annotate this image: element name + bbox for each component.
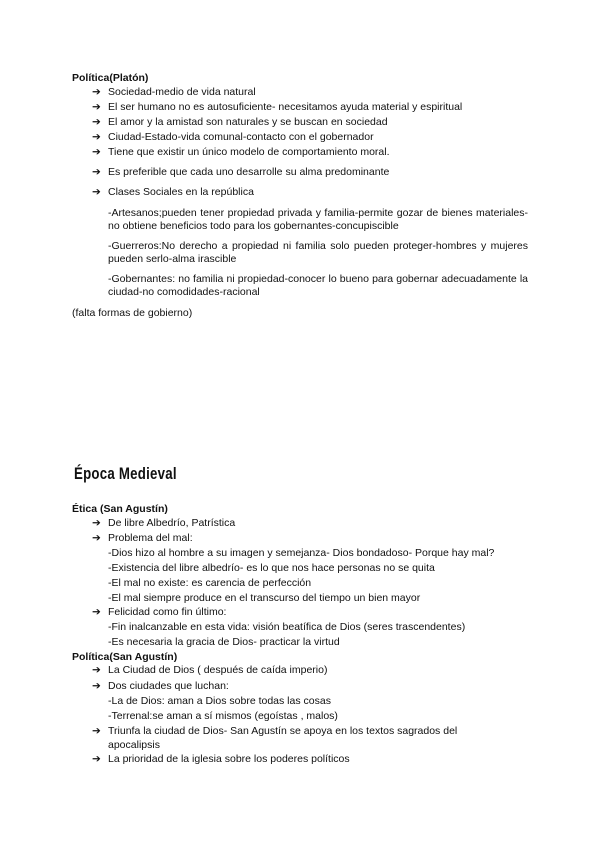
list-item (92, 131, 374, 144)
sub-item: -El mal siempre produce en el transcurso del tiempo un bien mayor (108, 592, 421, 604)
sub-item: -Existencia del libre albedrío- es lo que nos hace personas no se quita (108, 562, 435, 574)
list-item-text: Es preferible que cada uno desarrolle su alma predominante (108, 166, 390, 178)
list-item-text: Sociedad-medio de vida natural (108, 86, 256, 98)
sub-item: -El mal no existe: es carencia de perfección (108, 577, 312, 589)
arrow-right-icon: ➔ (92, 86, 101, 98)
list-item-text: Dos ciudades que luchan: (108, 680, 229, 692)
list-item (92, 532, 193, 545)
arrow-right-icon: ➔ (92, 146, 101, 158)
list-item-text: El ser humano no es autosuficiente- necesitamos ayuda material y espiritual (108, 101, 463, 113)
section-heading: Ética (San Agustín) (72, 503, 168, 515)
list-item-text: Triunfa la ciudad de Dios- San Agustín se apoya en los textos sagrados del (108, 725, 458, 737)
list-item-text: El amor y la amistad son naturales y se buscan en sociedad (108, 116, 388, 128)
paragraph-artesanos: -Artesanos;pueden tener propiedad privada y familia-permite gozar de bienes materiales-no obtiene beneficios todo para los gobernantes-concupiscible (108, 207, 528, 232)
sub-item: -Fin inalcanzable en esta vida: visión beatífica de Dios (seres trascendentes) (108, 621, 466, 633)
arrow-right-icon: ➔ (92, 166, 101, 178)
section-heading: Política(San Agustín) (72, 651, 178, 663)
list-item (92, 680, 229, 693)
arrow-right-icon: ➔ (92, 680, 101, 692)
list-item (92, 86, 256, 99)
arrow-right-icon: ➔ (92, 606, 101, 618)
list-item-text: De libre Albedrío, Patrística (108, 517, 236, 529)
arrow-right-icon: ➔ (92, 753, 101, 765)
arrow-right-icon: ➔ (92, 517, 101, 529)
list-item (92, 606, 226, 619)
list-item-text: La Ciudad de Dios ( después de caída imperio) (108, 664, 328, 676)
arrow-right-icon: ➔ (92, 725, 101, 737)
list-item-text: Clases Sociales en la república (108, 186, 254, 198)
list-item (92, 517, 235, 530)
list-item-text: Felicidad como fin último: (108, 606, 227, 618)
list-item (92, 753, 350, 766)
paragraph-guerreros: -Guerreros:No derecho a propiedad ni familia solo pueden proteger-hombres y mujeres pueden serlo-alma irascible (108, 240, 528, 265)
arrow-right-icon: ➔ (92, 532, 101, 544)
list-item-text: Problema del mal: (108, 532, 193, 544)
list-item (92, 146, 390, 159)
paragraph-gobernantes: -Gobernantes: no familia ni propiedad-conocer lo bueno para gobernar adecuadamente la ciudad-no comodidades-racional (108, 273, 528, 298)
arrow-right-icon: ➔ (92, 664, 101, 676)
arrow-right-icon: ➔ (92, 131, 101, 143)
arrow-right-icon: ➔ (92, 186, 101, 198)
arrow-right-icon: ➔ (92, 116, 101, 128)
list-item (92, 116, 388, 129)
list-item-text: Ciudad-Estado-vida comunal-contacto con el gobernador (108, 131, 374, 143)
sub-item: -La de Dios: aman a Dios sobre todas las cosas (108, 695, 331, 707)
sub-item: -Terrenal:se aman a sí mismos (egoístas , malos) (108, 710, 338, 722)
list-item (92, 101, 462, 114)
list-item (92, 725, 457, 738)
list-item (92, 664, 327, 677)
list-item (92, 166, 389, 179)
page-title: Época Medieval (74, 464, 177, 483)
list-item (92, 186, 254, 199)
arrow-right-icon: ➔ (92, 101, 101, 113)
list-item-text: La prioridad de la iglesia sobre los poderes políticos (108, 753, 350, 765)
note: (falta formas de gobierno) (72, 307, 193, 319)
list-item-text: Tiene que existir un único modelo de comportamiento moral. (108, 146, 390, 158)
sub-item: -Es necesaria la gracia de Dios- practicar la virtud (108, 636, 340, 648)
section-heading: Política(Platón) (72, 72, 149, 84)
sub-item: -Dios hizo al hombre a su imagen y semejanza- Dios bondadoso- Porque hay mal? (108, 547, 495, 559)
list-item-continuation: apocalipsis (108, 739, 160, 751)
